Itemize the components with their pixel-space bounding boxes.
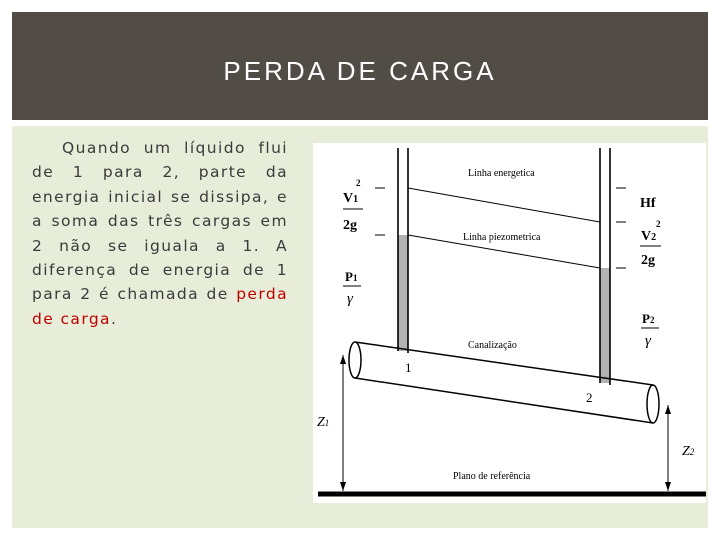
pipe-outlet-end <box>647 385 659 423</box>
paragraph-end: . <box>110 309 118 328</box>
paragraph-text: Quando um líquido flui de 1 para 2, parte da energia inicial se dissipa, e a soma das três cargas em 2 não se iguala a 1. A diferença de energia de 1 para 2 é chamada de <box>32 139 288 304</box>
energy-line <box>408 188 600 222</box>
body-paragraph <box>32 136 288 331</box>
p1-denominator: γ <box>347 291 353 307</box>
pipe-bottom-wall <box>355 378 653 423</box>
piezometer-tube-1 <box>398 235 408 351</box>
z2-label: Z2 <box>682 444 695 459</box>
z1-label: Z1 <box>317 415 330 430</box>
point-1-label: 1 <box>405 360 412 375</box>
v1-exponent: 2 <box>356 178 361 188</box>
highlight-term: perda de carga <box>32 285 288 328</box>
p2-numerator: P2 <box>642 311 655 326</box>
v1-numerator: V1 <box>343 191 359 206</box>
slide-title: PERDA DE CARGA <box>223 56 497 86</box>
z1-arrow-top <box>340 355 346 364</box>
reference-plane-label: Plano de referência <box>453 471 531 482</box>
z2-arrow-bottom <box>665 482 671 491</box>
piezometer-tube-2 <box>600 268 610 383</box>
pipe-inlet-end <box>349 342 361 378</box>
p1-numerator: P1 <box>345 269 358 284</box>
v2-denominator: 2g <box>641 253 655 268</box>
hf-label: Hf <box>640 196 656 211</box>
z2-arrow-top <box>665 405 671 414</box>
v1-denominator: 2g <box>343 218 357 233</box>
p2-denominator: γ <box>645 333 651 349</box>
z1-arrow-bottom <box>340 482 346 491</box>
title-bar <box>12 12 708 120</box>
pipe-label: Canalização <box>468 340 517 351</box>
piezometric-line-label: Linha piezometrica <box>463 232 541 243</box>
v2-numerator: V2 <box>641 229 657 244</box>
v2-exponent: 2 <box>656 219 661 229</box>
energy-line-label: Linha energetica <box>468 168 535 179</box>
point-2-label: 2 <box>586 390 593 405</box>
head-loss-diagram <box>313 143 706 503</box>
